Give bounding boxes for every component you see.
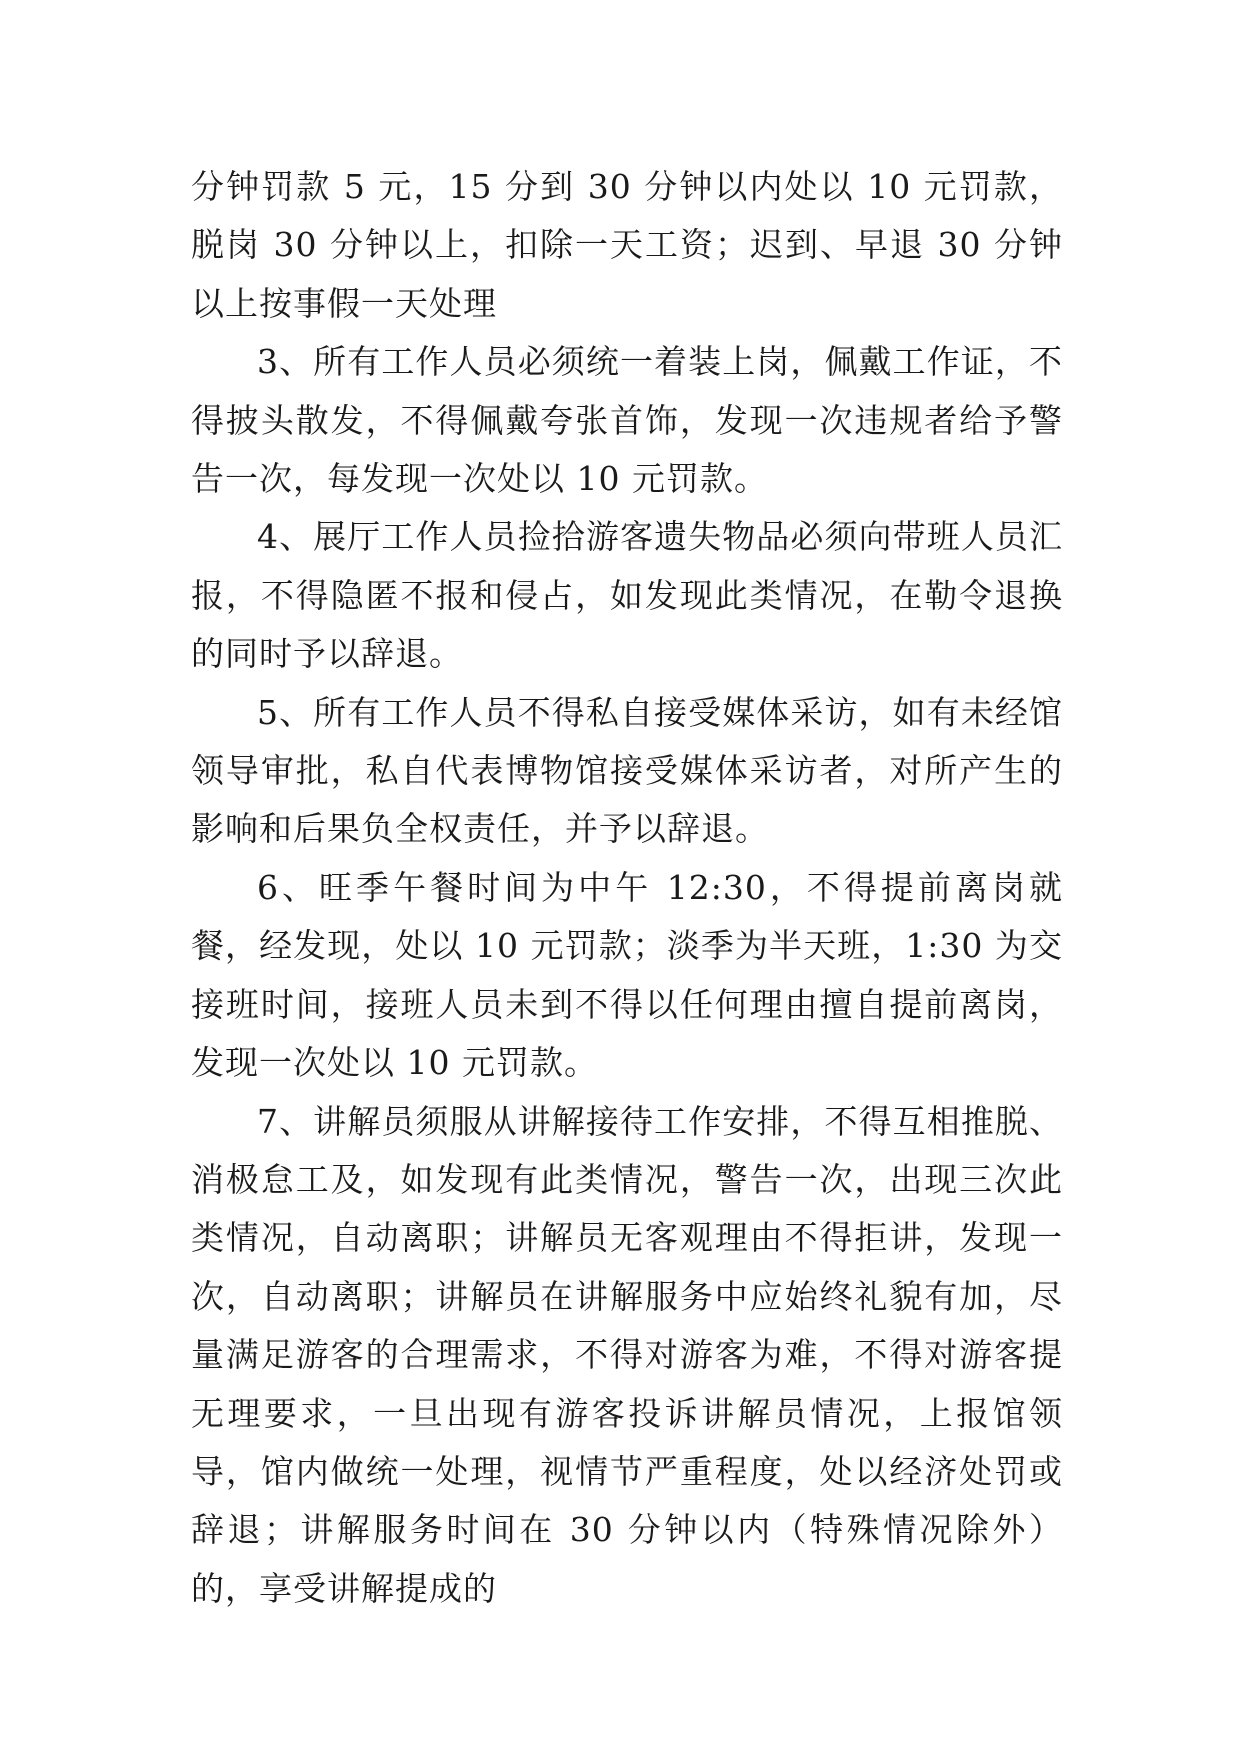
paragraph-rule-4: 4、展厅工作人员捡拾游客遗失物品必须向带班人员汇报，不得隐匿不报和侵占，如发现此类情况，在勒令退换的同时予以辞退。 (191, 517, 1063, 674)
paragraph-rule-5: 5、所有工作人员不得私自接受媒体采访，如有未经馆领导审批，私自代表博物馆接受媒体采访者，对所产生的影响和后果负全权责任，并予以辞退。 (191, 692, 1063, 849)
document-body (191, 158, 1063, 1618)
paragraph-rule-7: 7、讲解员须服从讲解接待工作安排，不得互相推脱、消极怠工及，如发现有此类情况，警告一次，出现三次此类情况，自动离职；讲解员无客观理由不得拒讲，发现一次，自动离职；讲解员在讲解服务中应始终礼貌有加，尽量满足游客的合理需求，不得对游客为难，不得对游客提无理要求，一旦出现有游客投诉讲解员情况，上报馆领导，馆内做统一处理，视情节严重程度，处以经济处罚或辞退；讲解服务时间在 30 分钟以内（特殊情况除外）的，享受讲解提成的 (191, 1101, 1063, 1608)
paragraph-continuation: 分钟罚款 5 元，15 分到 30 分钟以内处以 10 元罚款，脱岗 30 分钟以上，扣除一天工资；迟到、早退 30 分钟以上按事假一天处理 (191, 167, 1063, 323)
paragraph-rule-3: 3、所有工作人员必须统一着装上岗，佩戴工作证，不得披头散发，不得佩戴夸张首饰，发现一次违规者给予警告一次，每发现一次处以 10 元罚款。 (191, 342, 1063, 499)
paragraph-rule-6: 6、旺季午餐时间为中午 12:30，不得提前离岗就餐，经发现，处以 10 元罚款；淡季为半天班，1:30 为交接班时间，接班人员未到不得以任何理由擅自提前离岗，发现一次处以 10 元罚款。 (191, 867, 1063, 1083)
